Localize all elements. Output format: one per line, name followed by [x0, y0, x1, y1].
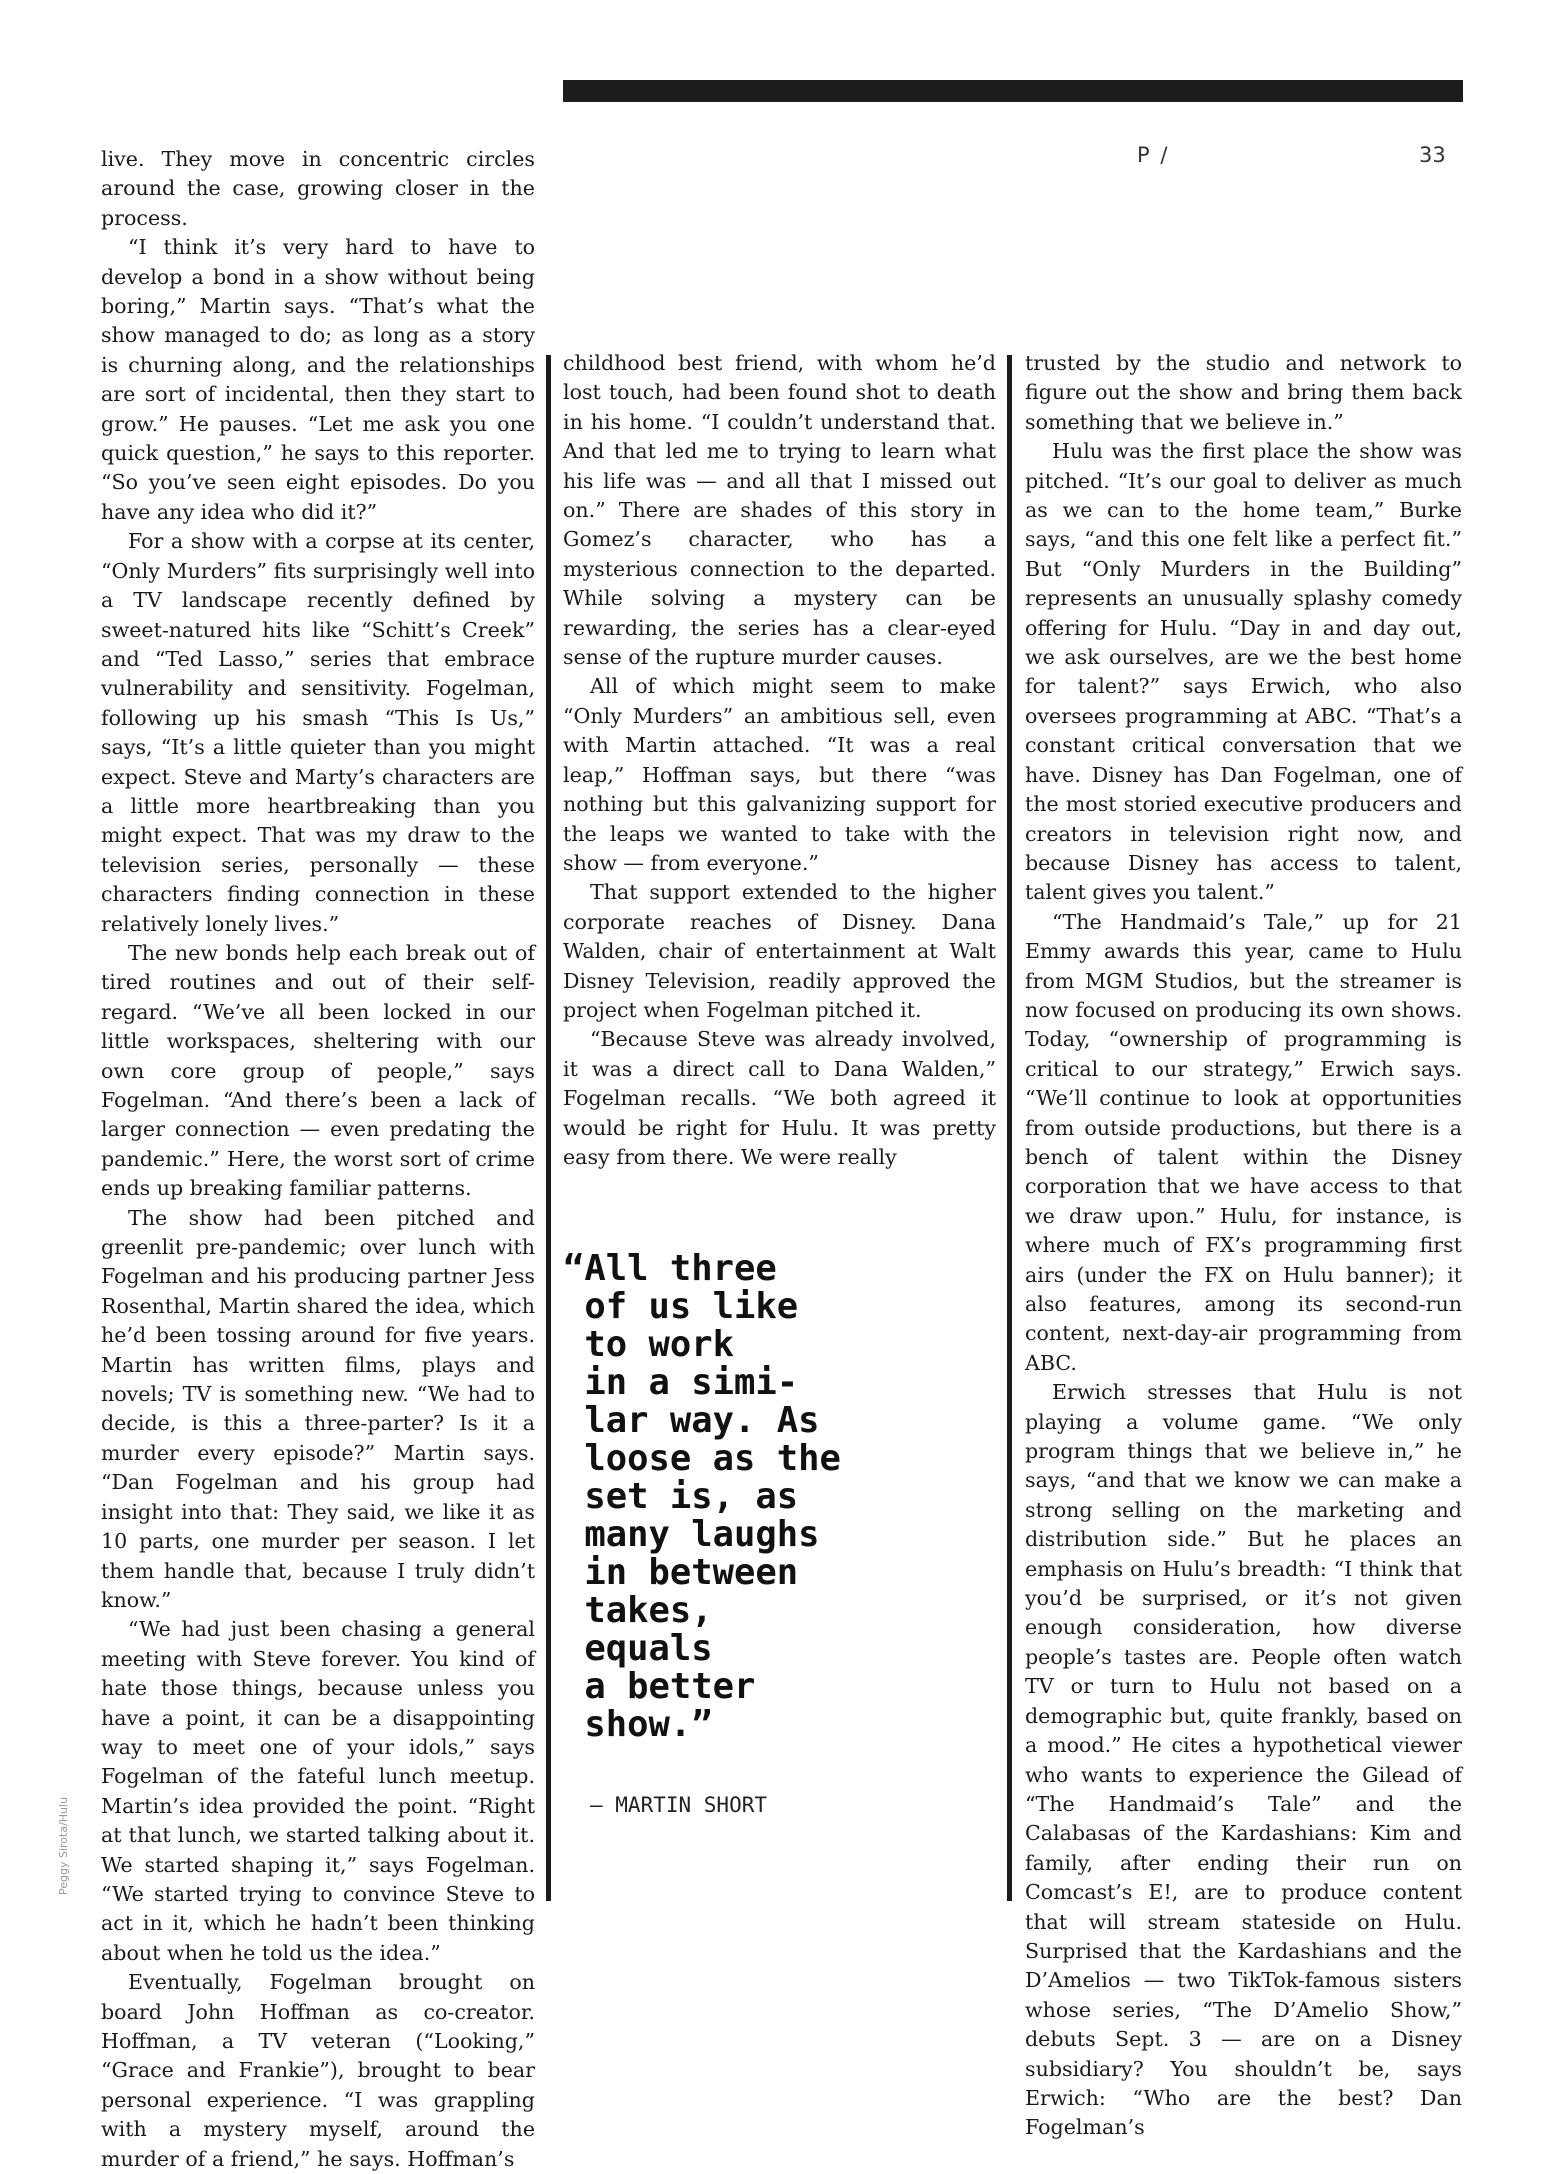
paragraph: The show had been pitched and greenlit pre-pandemic; over lunch with Fogelman and his producing partner Jess Rosenthal, Martin shared the idea, which he’d been tossing around for five years. Martin has written films, plays and novels; TV is something new. “We had to decide, is this a three-parter? Is it a murder every episode?” Martin says. “Dan Fogelman and his group had insight into that: They said, we like it as 10 parts, one murder per season. I let them handle that, because I truly didn’t know.”: [101, 1205, 535, 1612]
pull-quote-line: of us like: [563, 1286, 799, 1327]
pull-quote-line: loose as the: [563, 1438, 841, 1479]
paragraph: Hulu was the first place the show was pitched. “It’s our goal to deliver as much as we can to the home team,” Burke says, “and this one felt like a perfect fit.” But “Only Murders in the Building” represents an unusually splashy comedy offering for Hulu. “Day in and day out, we ask ourselves, are we the best home for talent?” says Erwich, who also oversees programming at ABC. “That’s a constant critical conversation that we have. Disney has Dan Fogelman, one of the most storied executive producers and creators in television right now, and because Disney has access to talent, talent gives you talent.”: [1025, 439, 1462, 905]
page-number: 33: [1419, 143, 1446, 167]
pull-quote-line: equals: [563, 1628, 713, 1669]
pull-quote-line: in a simi-: [563, 1362, 799, 1403]
column-divider: [546, 355, 551, 1901]
paragraph: “We had just been chasing a general meeting with Steve forever. You kind of hate those things, because unless you have a point, it can be a disappointing way to meet one of your idols,” says Fogelman of the fateful lunch meetup. Martin’s idea provided the point. “Right at that lunch, we started talking about it. We started shaping it,” says Fogelman. “We started trying to convince Steve to act in it, which he hadn’t been thinking about when he told us the idea.”: [101, 1617, 535, 1965]
article-column-1: [101, 145, 535, 2174]
pull-quote-line: in between: [563, 1552, 799, 1593]
pull-quote-attribution: — MARTIN SHORT: [590, 1793, 768, 1817]
pull-quote-line: set is, as: [563, 1476, 799, 1517]
paragraph: “Because Steve was already involved, it was a direct call to Dana Walden,” Fogelman recalls. “We both agreed it would be right for Hulu. It was pretty easy from there. We were really: [563, 1027, 996, 1169]
paragraph: trusted by the studio and network to figure out the show and bring them back something that we believe in.”: [1025, 351, 1462, 434]
article-column-2: [563, 349, 996, 1172]
paragraph: Eventually, Fogelman brought on board John Hoffman as co-creator. Hoffman, a TV veteran (“Looking,” “Grace and Frankie”), brought to bear personal experience. “I was grappling with a mystery myself, around the murder of a friend,” he says. Hoffman’s: [101, 1970, 535, 2171]
header-bar: [563, 80, 1463, 102]
paragraph: The new bonds help each break out of tired routines and out of their self-regard. “We’ve all been locked in our little workspaces, sheltering with our own core group of people,” says Fogelman. “And there’s been a lack of larger connection — even predating the pandemic.” Here, the worst sort of crime ends up breaking familiar patterns.: [101, 940, 535, 1201]
paragraph: All of which might seem to make “Only Murders” an ambitious sell, even with Martin attached. “It was a real leap,” Hoffman says, but there “was nothing but this galvanizing support for the leaps we wanted to take with the show — from everyone.”: [563, 674, 996, 875]
paragraph: childhood best friend, with whom he’d lost touch, had been found shot to death in his home. “I couldn’t understand that. And that led me to trying to learn what his life was — and all that I missed out on.” There are shades of this story in Gomez’s character, who has a mysterious connection to the departed. While solving a mystery can be rewarding, the series has a clear-eyed sense of the rupture murder causes.: [563, 351, 996, 670]
pull-quote-line: lar way. As: [563, 1400, 820, 1441]
pull-quote-line: a better: [563, 1666, 756, 1707]
pull-quote-line: show.”: [563, 1704, 713, 1745]
pull-quote-line: takes,: [563, 1590, 713, 1631]
paragraph: Erwich stresses that Hulu is not playing a volume game. “We only program things that we believe in,” he says, “and that we know we can make a strong selling on the marketing and distribution side.” But he places an emphasis on Hulu’s breadth: “I think that you’d be surprised, or it’s not given enough consideration, how diverse people’s tastes are. People often watch TV or turn to Hulu not based on a demographic but, quite frankly, based on a mood.” He cites a hypothetical viewer who wants to experience the Gilead of “The Handmaid’s Tale” and the Calabasas of the Kardashians: Kim and family, after ending their run on Comcast’s E!, are to produce content that will stream stateside on Hulu. Surprised that the Kardashians and the D’Amelios — two TikTok-famous sisters whose series, “The D’Amelio Show,” debuts Sept. 3 — are on a Disney subsidiary? You shouldn’t be, says Erwich: “Who are the best? Dan Fogelman’s: [1025, 1380, 1462, 2140]
paragraph: “I think it’s very hard to have to develop a bond in a show without being boring,” Martin says. “That’s what the show managed to do; as long as a story is churning along, and the relationships are sort of incidental, then they start to grow.” He pauses. “Let me ask you one quick question,” he says to this reporter. “So you’ve seen eight episodes. Do you have any idea who did it?”: [101, 235, 535, 524]
section-label: P /: [1137, 143, 1170, 167]
paragraph: For a show with a corpse at its center, “Only Murders” fits surprisingly well into a TV landscape recently defined by sweet-natured hits like “Schitt’s Creek” and “Ted Lasso,” series that embrace vulnerability and sensitivity. Fogelman, following up his smash “This Is Us,” says, “It’s a little quieter than you might expect. Steve and Marty’s characters are a little more heartbreaking than you might expect. That was my draw to the television series, personally — these characters finding connection in these relatively lonely lives.”: [101, 529, 535, 936]
paragraph: live. They move in concentric circles around the case, growing closer in the process.: [101, 147, 535, 230]
pull-quote: [563, 1250, 993, 1744]
paragraph: “The Handmaid’s Tale,” up for 21 Emmy awards this year, came to Hulu from MGM Studios, but the streamer is now focused on producing its own shows. Today, “ownership of programming is critical to our strategy,” Erwich says. “We’ll continue to look at opportunities from outside productions, but there is a bench of talent within the Disney corporation that we have access to that we draw upon.” Hulu, for instance, is where much of FX’s programming first airs (under the FX on Hulu banner); it also features, among its second-run content, next-day-air programming from ABC.: [1025, 909, 1462, 1375]
article-column-3: [1025, 349, 1462, 2143]
column-divider: [1007, 355, 1012, 1901]
pull-quote-line: many laughs: [563, 1514, 820, 1555]
pull-quote-line: to work: [563, 1324, 734, 1365]
photo-credit: Peggy Sirota/Hulu: [57, 1796, 70, 1895]
paragraph: That support extended to the higher corporate reaches of Disney. Dana Walden, chair of entertainment at Walt Disney Television, readily approved the project when Fogelman pitched it.: [563, 880, 996, 1022]
pull-quote-line: “All three: [563, 1248, 777, 1289]
